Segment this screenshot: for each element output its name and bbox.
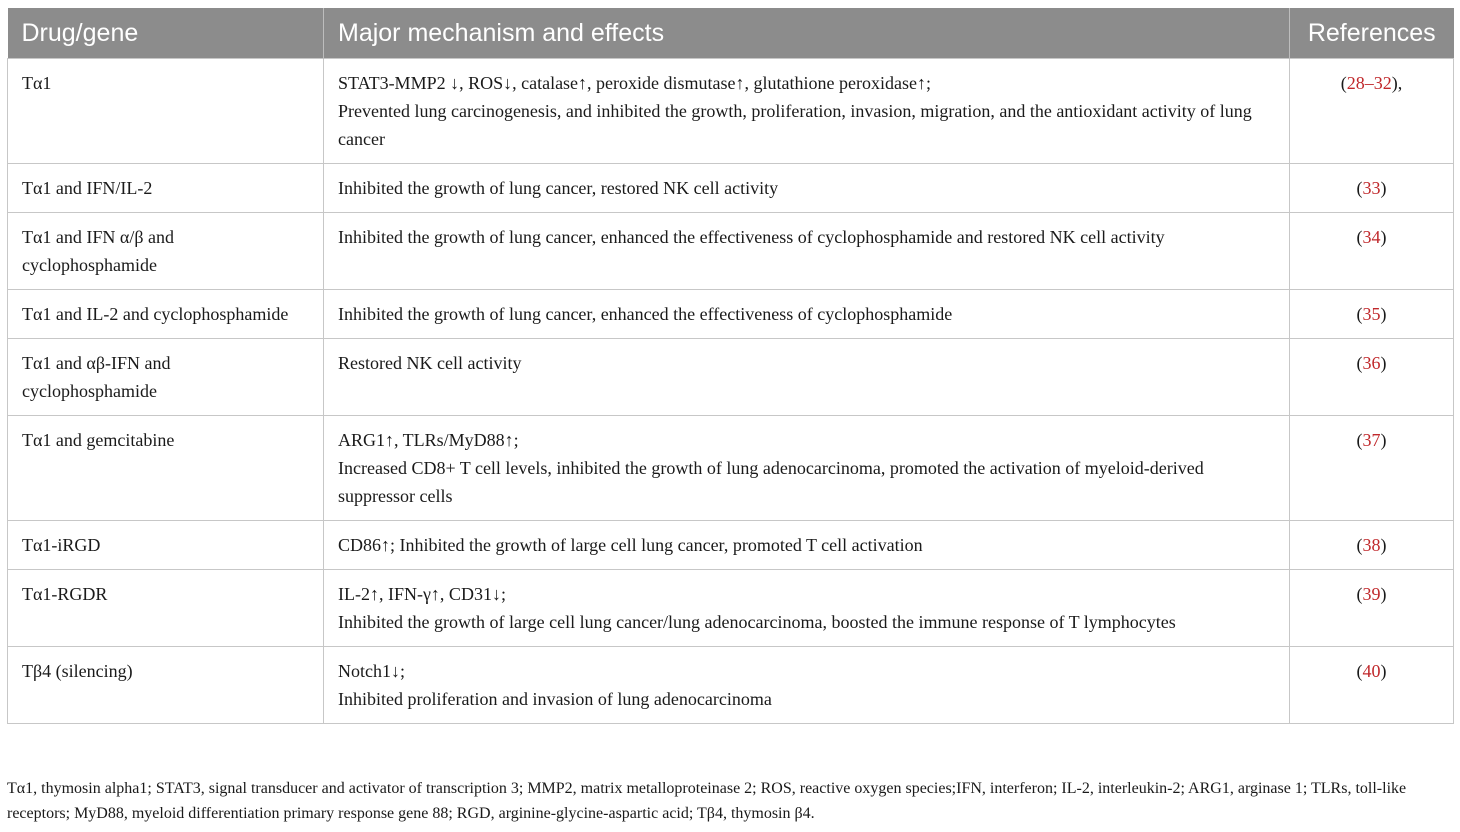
mechanism-line: Inhibited the growth of lung cancer, enhanced the effectiveness of cyclophosphamide and restored NK cell activity [338,227,1165,247]
header-drug-gene: Drug/gene [8,8,324,59]
reference-link[interactable]: 38 [1362,535,1381,555]
reference-cell [1290,647,1454,724]
mechanism-line: Inhibited the growth of large cell lung cancer/lung adenocarcinoma, boosted the immune response of T lymphocytes [338,612,1176,632]
mechanism-line: Inhibited proliferation and invasion of lung adenocarcinoma [338,689,772,709]
reference-cell [1290,521,1454,570]
header-mechanism: Major mechanism and effects [324,8,1290,59]
mechanism-cell [324,339,1290,416]
mechanism-line: IL-2↑, IFN-γ↑, CD31↓; [338,584,506,604]
table-body [8,59,1454,724]
reference-open-paren: ( [1356,304,1363,324]
table-row [8,570,1454,647]
reference-open-paren: ( [1356,535,1363,555]
reference-cell [1290,213,1454,290]
mechanism-cell [324,59,1290,164]
mechanism-line: STAT3-MMP2 ↓, ROS↓, catalase↑, peroxide dismutase↑, glutathione peroxidase↑; [338,73,931,93]
table-row [8,59,1454,164]
reference-open-paren: ( [1356,227,1363,247]
reference-close-paren: ) [1380,227,1387,247]
drug-gene-cell: Tα1 [8,59,324,164]
reference-close-paren: ) [1380,304,1387,324]
drug-gene-cell: Tα1 and IFN α/β and cyclophosphamide [8,213,324,290]
reference-open-paren: ( [1340,73,1347,93]
reference-open-paren: ( [1356,353,1363,373]
table-row [8,164,1454,213]
reference-link[interactable]: 34 [1362,227,1381,247]
mechanism-line: Inhibited the growth of lung cancer, restored NK cell activity [338,178,779,198]
table-footnote: Tα1, thymosin alpha1; STAT3, signal transducer and activator of transcription 3; MMP2, matrix metalloproteinase 2; ROS, reactive oxygen species;IFN, interferon; IL-2, interleukin-2; ARG1, arginase 1; TLRs, toll-like receptors; MyD88, myeloid differentiation primary response gene 88; RGD, arginine-glycine-aspartic acid; Tβ4, thymosin β4. [7,780,1407,822]
reference-link[interactable]: 35 [1362,304,1381,324]
mechanism-line: Notch1↓; [338,661,405,681]
mechanism-cell [324,416,1290,521]
reference-cell [1290,164,1454,213]
reference-open-paren: ( [1356,584,1363,604]
mechanism-cell [324,164,1290,213]
reference-close-paren: ) [1380,353,1387,373]
reference-close-paren: ) [1380,535,1387,555]
reference-link[interactable]: 33 [1362,178,1381,198]
reference-open-paren: ( [1356,661,1363,681]
reference-link[interactable]: 36 [1362,353,1381,373]
reference-link[interactable]: 28–32 [1346,73,1392,93]
mechanism-cell [324,570,1290,647]
reference-link[interactable]: 37 [1362,430,1381,450]
reference-cell [1290,570,1454,647]
mechanism-cell [324,647,1290,724]
reference-open-paren: ( [1356,430,1363,450]
drug-gene-cell: Tα1 and gemcitabine [8,416,324,521]
table-row [8,213,1454,290]
reference-close-paren: ) [1380,661,1387,681]
reference-open-paren: ( [1356,178,1363,198]
table-row [8,290,1454,339]
reference-cell [1290,290,1454,339]
table-container [7,8,1453,724]
mechanism-cell [324,213,1290,290]
mechanism-line: Inhibited the growth of lung cancer, enhanced the effectiveness of cyclophosphamide [338,304,953,324]
mechanism-line: ARG1↑, TLRs/MyD88↑; [338,430,519,450]
reference-close-paren: ) [1380,430,1387,450]
drug-gene-cell: Tα1-RGDR [8,570,324,647]
drug-gene-cell: Tα1 and αβ-IFN and cyclophosphamide [8,339,324,416]
reference-cell [1290,416,1454,521]
drug-gene-cell: Tα1 and IFN/IL-2 [8,164,324,213]
drug-gene-cell: Tβ4 (silencing) [8,647,324,724]
reference-link[interactable]: 39 [1362,584,1381,604]
reference-cell [1290,59,1454,164]
reference-close-paren: ), [1391,73,1403,93]
table-row [8,339,1454,416]
drug-gene-cell: Tα1-iRGD [8,521,324,570]
reference-close-paren: ) [1380,178,1387,198]
mechanism-line: Prevented lung carcinogenesis, and inhibited the growth, proliferation, invasion, migration, and the antioxidant activity of lung cancer [338,101,1252,149]
drug-mechanism-table [7,8,1454,724]
table-row [8,647,1454,724]
drug-gene-cell: Tα1 and IL-2 and cyclophosphamide [8,290,324,339]
mechanism-cell [324,521,1290,570]
reference-close-paren: ) [1380,584,1387,604]
table-row [8,416,1454,521]
mechanism-cell [324,290,1290,339]
mechanism-line: Restored NK cell activity [338,353,522,373]
table-header-row [8,8,1454,59]
mechanism-line: CD86↑; Inhibited the growth of large cell lung cancer, promoted T cell activation [338,535,923,555]
reference-link[interactable]: 40 [1362,661,1381,681]
mechanism-line: Increased CD8+ T cell levels, inhibited the growth of lung adenocarcinoma, promoted the activation of myeloid-derived suppressor cells [338,458,1204,506]
reference-cell [1290,339,1454,416]
table-row [8,521,1454,570]
header-references: References [1290,8,1454,59]
